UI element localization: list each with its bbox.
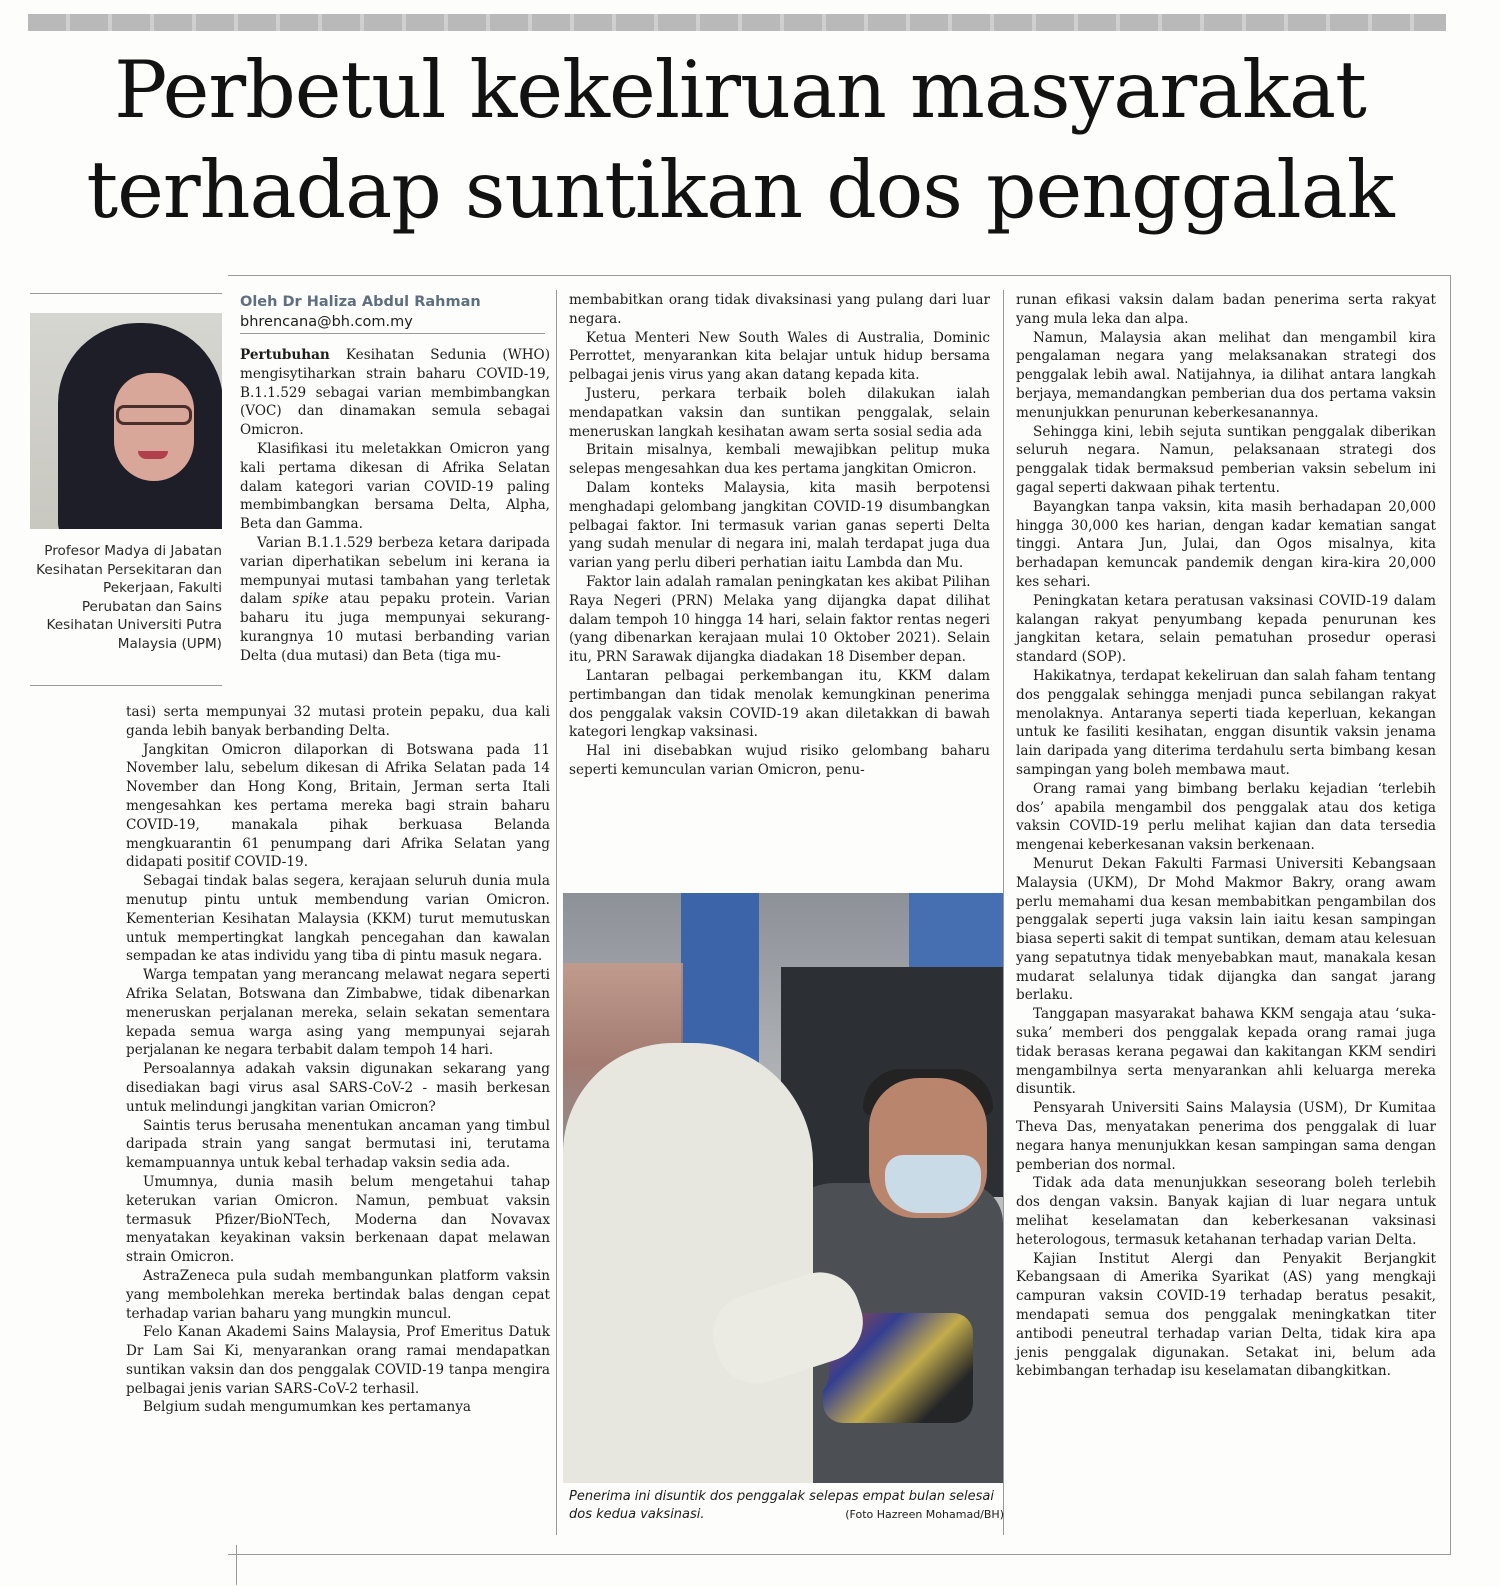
column-divider	[556, 290, 557, 1535]
paragraph: Saintis terus berusaha menentukan ancaman yang timbul daripada strain yang sangat bermutasi ini, terutama kemampuannya untuk kebal terhadap vaksin sedia ada.	[126, 1117, 550, 1172]
paragraph: tasi) serta mempunyai 32 mutasi protein pepaku, dua kali ganda lebih banyak berbanding Delta.	[126, 704, 550, 739]
lead-word: Pertubuhan	[240, 347, 330, 363]
photo-credit: (Foto Hazreen Mohamad/BH)	[845, 1508, 1004, 1521]
author-caption: Profesor Madya di Jabatan Kesihatan Persekitaran dan Pekerjaan, Fakulti Perubatan dan Sains Kesihatan Universiti Putra Malaysia (UPM)	[36, 543, 222, 652]
paragraph: Bayangkan tanpa vaksin, kita masih berhadapan 20,000 hingga 30,000 kes harian, dengan kadar kematian sangat tinggi. Antara Jun, Julai, dan Ogos misalnya, kita berhadapan kemuncak pandemik dengan kira-kira 20,000 kes sehari.	[1016, 498, 1436, 590]
vaccination-photo	[563, 893, 1003, 1483]
divider	[30, 293, 222, 294]
paragraph: AstraZeneca pula sudah membangunkan platform vaksin yang membolehkan mereka bertindak balas dengan cepat terhadap varian baharu yang mungkin muncul.	[126, 1267, 550, 1322]
paragraph: Felo Kanan Akademi Sains Malaysia, Prof Emeritus Datuk Dr Lam Sai Ki, menyarankan orang ramai mendapatkan suntikan vaksin dan dos penggalak COVID-19 tanpa mengira pelbagai jenis varian SARS-CoV-2 terhasil.	[126, 1324, 550, 1397]
article-column-1-lower	[126, 703, 550, 1417]
paragraph: Pertubuhan Kesihatan Sedunia (WHO) mengisytiharkan strain baharu COVID-19, B.1.1.529 sebagai varian membimbangkan (VOC) dan dinamakan semula sebagai Omicron.	[240, 347, 550, 439]
divider	[240, 333, 545, 334]
paragraph: Faktor lain adalah ramalan peningkatan kes akibat Pilihan Raya Negeri (PRN) Melaka yang dijangka dapat dilihat dalam tempoh 10 hingga 14 hari, selain faktor rentas negeri (yang dibenarkan kerajaan mulai 10 Oktober 2021). Selain itu, PRN Sarawak dijangka diadakan 18 Disember depan.	[569, 573, 990, 666]
paragraph: Sebagai tindak balas segera, kerajaan seluruh dunia mula menutup pintu untuk membendung varian Omicron. Kementerian Kesihatan Malaysia (KKM) turut memutuskan untuk mempertingkat langkah pencegahan dan kawalan sempadan ke atas individu yang tiba di pintu masuk negara.	[126, 873, 550, 965]
paragraph: Namun, Malaysia akan melihat dan mengambil kira pengalaman negara yang melaksanakan strategi dos penggalak lebih awal. Natijahnya, ia dilihat antara langkah berjaya, memandangkan pemberian dua dos pertama vaksin menunjukkan penurunan keberkesanannya.	[1016, 329, 1436, 421]
article-column-2	[569, 291, 990, 780]
paragraph: Menurut Dekan Fakulti Farmasi Universiti Kebangsaan Malaysia (UKM), Dr Mohd Makmor Bakry, orang awam perlu memahami dua kesan membabitkan pengambilan dos penggalak seperti juga vaksin lain iaitu kesan sampingan biasa seperti sakit di tempat suntikan, demam atau kelesuan yang sepatutnya tidak menyebabkan maut, manakala kesan mudarat selalunya tidak dijangka dan sangat jarang berlaku.	[1016, 855, 1436, 1004]
paragraph: Justeru, perkara terbaik boleh dilakukan ialah mendapatkan vaksin dan suntikan penggalak, selain meneruskan langkah kesihatan awam serta sosial sedia ada	[569, 385, 990, 440]
headline	[30, 40, 1450, 240]
article-column-3	[1016, 291, 1436, 1381]
paragraph: Varian B.1.1.529 berbeza ketara daripada varian diperhatikan sebelum ini kerana ia mempunyai mutasi tambahan yang terletak dalam spike atau pepaku protein. Varian baharu itu juga mempunyai sekurang-kurangnya 10 mutasi berbanding varian Delta (dua mutasi) dan Beta (tiga mu-	[240, 534, 550, 664]
paragraph: Tidak ada data menunjukkan seseorang boleh terlebih dos dengan vaksin. Banyak kajian di luar negara untuk melihat keselamatan dan keberkesanan vaksinasi heterologous, termasuk ketahanan terhadap varian Delta.	[1016, 1175, 1436, 1248]
paragraph: Orang ramai yang bimbang berlaku kejadian ‘terlebih dos’ apabila mengambil dos penggalak atau dos ketiga vaksin COVID-19 perlu melihat kajian dan data tersedia mengenai keberkesanan vaksin berkenaan.	[1016, 780, 1436, 854]
author-name: Oleh Dr Haliza Abdul Rahman	[240, 294, 481, 310]
paragraph: Belgium sudah mengumumkan kes pertamanya	[143, 1399, 472, 1416]
paragraph: Britain misalnya, kembali mewajibkan pelitup muka selepas mengesahkan dua kes pertama jangkitan Omicron.	[569, 442, 990, 478]
paragraph: Warga tempatan yang merancang melawat negara seperti Afrika Selatan, Botswana dan Zimbabwe, tidak dibenarkan meneruskan perjalanan mereka, selain sekatan sementara kepada semua warga asing yang mempunyai sejarah perjalanan ke negara terbabit dalam tempoh 14 hari.	[126, 967, 550, 1059]
paragraph: Tanggapan masyarakat bahawa KKM sengaja atau ‘suka-suka’ memberi dos penggalak kepada orang ramai juga tidak berasas kerana pegawai dan kakitangan KKM sendiri mengambilnya serta menyarankan ahli keluarga mereka disuntik.	[1016, 1006, 1436, 1098]
paragraph: membabitkan orang tidak divaksinasi yang pulang dari luar negara.	[569, 292, 990, 327]
paragraph: Kajian Institut Alergi dan Penyakit Berjangkit Kebangsaan di Amerika Syarikat (AS) yang mengkaji campuran vaksin COVID-19 terhadap beratus pesakit, mendapati semua dos penggalak meningkatkan titer antibodi peneutral terhadap varian Delta, tidak kira apa jenis penggalak digunakan. Setakat ini, belum ada kebimbangan terhadap isu keselamatan dibangkitkan.	[1016, 1250, 1436, 1380]
paragraph: Dalam konteks Malaysia, kita masih berpotensi menghadapi gelombang jangkitan COVID-19 disumbangkan pelbagai faktor. Ini termasuk varian ganas seperti Delta yang sudah menular di negara ini, malah terdapat juga dua varian yang perlu diberi perhatian iaitu Lambda dan Mu.	[569, 479, 990, 572]
paragraph: Lantaran pelbagai perkembangan itu, KKM dalam pertimbangan dan tidak menolak kemungkinan penerima dos penggalak vaksin COVID-19 akan diletakkan di bawah kategori lengkap vaksinasi.	[569, 667, 990, 741]
top-strip	[28, 14, 1446, 31]
paragraph: Ketua Menteri New South Wales di Australia, Dominic Perrottet, menyarankan kita belajar untuk hidup bersama pelbagai jenis virus yang akan datang kepada kita.	[569, 329, 990, 384]
column-divider	[1003, 885, 1004, 1535]
paragraph: Peningkatan ketara peratusan vaksinasi COVID-19 dalam kalangan rakyat penyumbang kepada penurunan kes jangkitan ketara, selain pematuhan prosedur operasi standard (SOP).	[1016, 592, 1436, 666]
byline	[240, 292, 550, 332]
paragraph: Umumnya, dunia masih belum mengetahui tahap keterukan varian Omicron. Namun, pembuat vaksin termasuk Pfizer/BioNTech, Moderna dan Novavax menyatakan keyakinan vaksin berkenaan dapat melawan strain Omicron.	[126, 1173, 550, 1266]
article-column-1	[240, 346, 550, 666]
divider	[30, 685, 222, 686]
paragraph: Pensyarah Universiti Sains Malaysia (USM), Dr Kumitaa Theva Das, menyatakan penerima dos penggalak di luar negara hanya menunjukkan kesan sampingan sama dengan pemberian dos normal.	[1016, 1100, 1436, 1173]
paragraph: Jangkitan Omicron dilaporkan di Botswana pada 11 November lalu, sebelum dikesan di Afrika Selatan pada 14 November dan Hong Kong, Britain, Jerman serta Itali mengesahkan kes pertama mereka bagi strain baharu COVID-19, manakala pihak berkuasa Belanda mengkuarantin 61 penumpang dari Afrika Selatan yang didapati positif COVID-19.	[126, 741, 550, 871]
column-divider	[1003, 290, 1004, 885]
author-photo	[30, 313, 222, 529]
author-email[interactable]: bhrencana@bh.com.my	[240, 314, 413, 330]
paragraph: runan efikasi vaksin dalam badan penerima serta rakyat yang mula leka dan alpa.	[1016, 292, 1436, 327]
paragraph: Hal ini disebabkan wujud risiko gelombang baharu seperti kemunculan varian Omicron, penu-	[569, 743, 990, 778]
photo-caption: Penerima ini disuntik dos penggalak selepas empat bulan selesai dos kedua vaksinasi.	[569, 1489, 994, 1522]
headline-line-2: terhadap suntikan dos penggalak	[86, 144, 1394, 236]
paragraph: Hakikatnya, terdapat kekeliruan dan salah faham tentang dos penggalak sehingga menjadi punca sebilangan rakyat menolaknya. Antaranya seperti tiada keperluan, kekangan untuk ke fasiliti kesihatan, enggan disuntik vaksin jenama lain daripada yang diterima terdahulu serta bimbang kesan sampingan yang boleh membawa maut.	[1016, 667, 1436, 778]
headline-line-1: Perbetul kekeliruan masyarakat	[114, 44, 1366, 136]
paragraph: Sehingga kini, lebih sejuta suntikan penggalak diberikan seluruh negara. Namun, pelaksanaan strategi dos penggalak tidak bermaksud pemberian vaksin sebelum ini gagal seperti dakwaan pihak tertentu.	[1016, 423, 1436, 496]
paragraph: Klasifikasi itu meletakkan Omicron yang kali pertama dikesan di Afrika Selatan dalam kategori varian COVID-19 paling membimbangkan bersama Delta, Alpha, Beta dan Gamma.	[240, 440, 550, 533]
divider	[236, 1545, 237, 1585]
paragraph: Persoalannya adakah vaksin digunakan sekarang yang disediakan bagi virus asal SARS-CoV-2 - masih berkesan untuk melindungi jangkitan varian Omicron?	[126, 1061, 550, 1115]
